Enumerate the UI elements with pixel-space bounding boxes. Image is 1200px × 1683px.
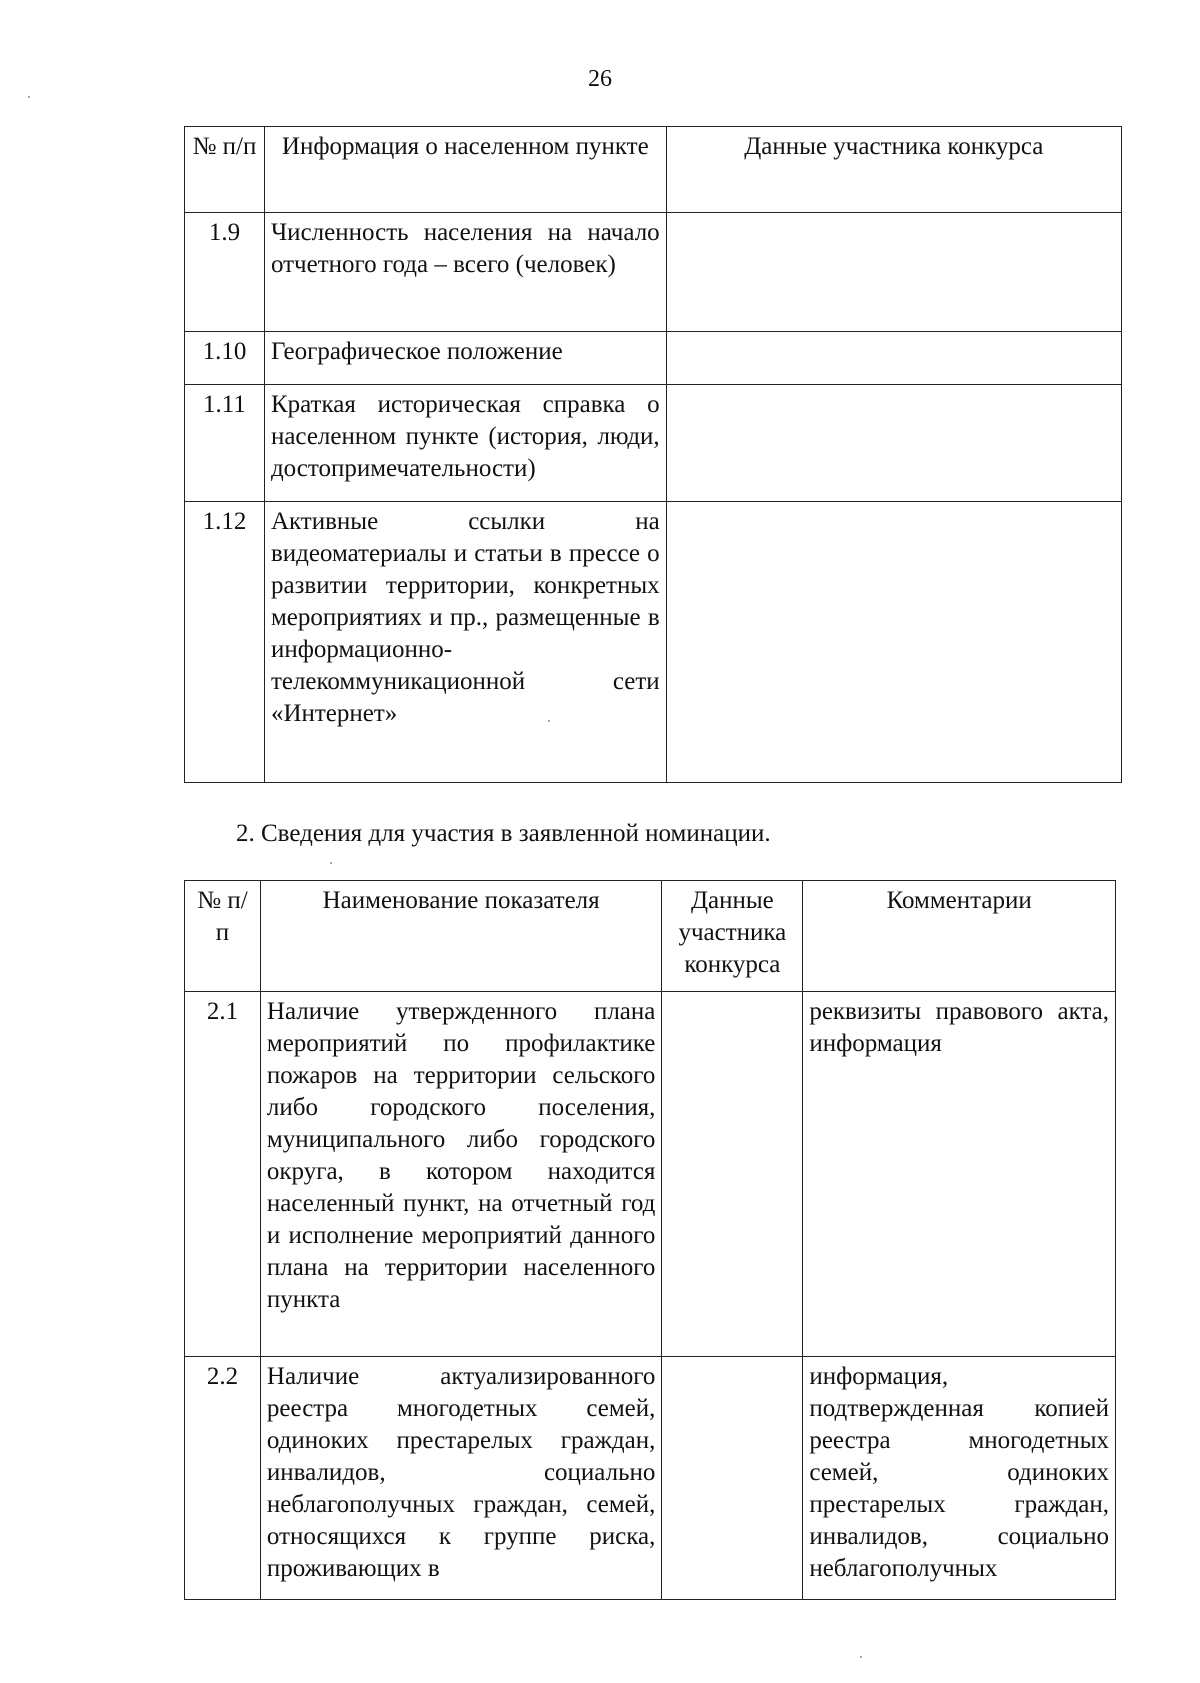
row-info: Численность населения на начало отчетного года – всего (человек) <box>264 213 666 332</box>
row-data <box>666 385 1121 502</box>
scan-speck <box>330 862 332 864</box>
nomination-info-table <box>184 880 1116 1600</box>
row-comments: информация, подтвержденная копией реестра многодетных семей, одиноких престарелых граждан, инвалидов, социально неблагополучных <box>803 1357 1116 1600</box>
table-row <box>185 213 1122 332</box>
row-data <box>666 502 1121 783</box>
row-data <box>666 213 1121 332</box>
header-data: Данные участника конкурса <box>666 127 1121 213</box>
row-num: 1.12 <box>185 502 265 783</box>
header-data: Данные участника конкурса <box>662 881 803 992</box>
table-header-row <box>185 127 1122 213</box>
table-row <box>185 1357 1116 1600</box>
row-info: Географическое положение <box>264 332 666 385</box>
row-num: 2.1 <box>185 992 261 1357</box>
row-num: 1.9 <box>185 213 265 332</box>
row-num: 1.11 <box>185 385 265 502</box>
settlement-info-table <box>184 126 1122 783</box>
header-info: Информация о населенном пункте <box>264 127 666 213</box>
row-num: 1.10 <box>185 332 265 385</box>
scan-speck <box>860 1656 862 1658</box>
section-2-heading: 2. Сведения для участия в заявленной номинации. <box>236 820 771 847</box>
header-comments: Комментарии <box>803 881 1116 992</box>
table-row <box>185 502 1122 783</box>
scan-speck <box>28 96 30 98</box>
table-row <box>185 992 1116 1357</box>
row-data <box>666 332 1121 385</box>
header-num: № п/п <box>185 881 261 992</box>
row-name: Наличие актуализированного реестра многодетных семей, одиноких престарелых граждан, инвалидов, социально неблагополучных граждан, семей, относящихся к группе риска, проживающих в <box>260 1357 661 1600</box>
header-name: Наименование показателя <box>260 881 661 992</box>
row-data <box>662 1357 803 1600</box>
row-data <box>662 992 803 1357</box>
row-info: Краткая историческая справка о населенном пункте (история, люди, достопримечательности) <box>264 385 666 502</box>
table-row <box>185 385 1122 502</box>
header-num: № п/п <box>185 127 265 213</box>
page-number: 26 <box>588 66 612 92</box>
scan-speck <box>548 720 550 722</box>
row-name: Наличие утвержденного плана мероприятий по профилактике пожаров на территории сельского либо городского поселения, муниципального либо городского округа, в котором находится населенный пункт, на отчетный год и исполнение мероприятий данного плана на территории населенного пункта <box>260 992 661 1357</box>
table-row <box>185 332 1122 385</box>
row-comments: реквизиты правового акта, информация <box>803 992 1116 1357</box>
row-num: 2.2 <box>185 1357 261 1600</box>
table-header-row <box>185 881 1116 992</box>
row-info: Активные ссылки на видеоматериалы и статьи в прессе о развитии территории, конкретных мероприятиях и пр., размещенные в информационно-телекоммуникационной сети «Интернет» <box>264 502 666 783</box>
